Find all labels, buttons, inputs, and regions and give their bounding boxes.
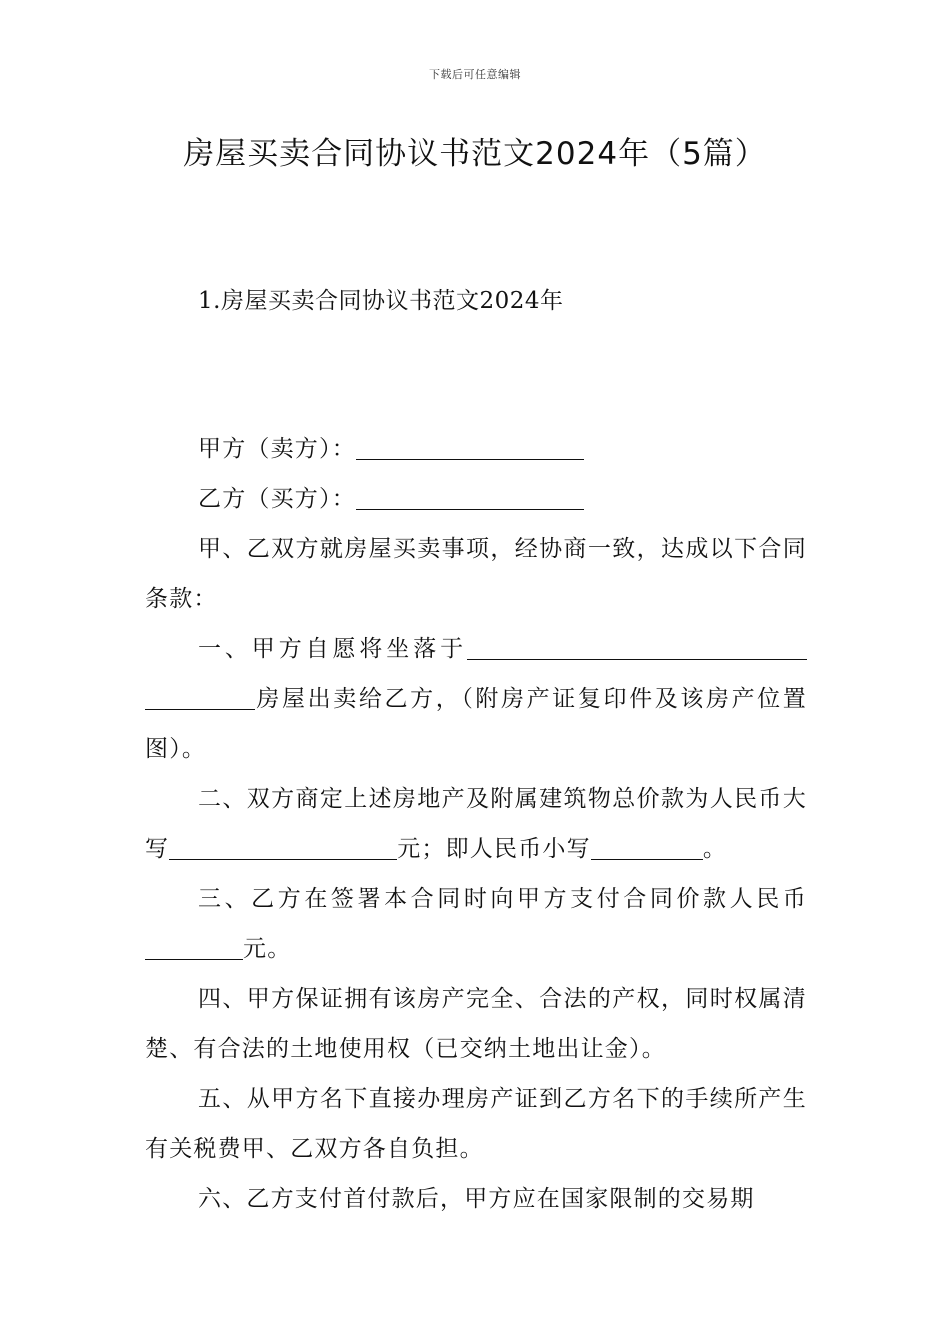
property-address-blank-continued: [145, 689, 255, 710]
party-b-label: 乙方（买方）：: [198, 486, 356, 512]
clause-6: 六、乙方支付首付款后，甲方应在国家限制的交易期: [198, 1186, 755, 1212]
party-b-line: [145, 474, 807, 524]
contract-body: [145, 424, 807, 1224]
clause-1-text-before: 一、甲方自愿将坐落于: [198, 636, 467, 662]
property-address-blank: [467, 639, 807, 660]
clause-2-text-before: 二、双方商定上述房地产及附属建筑物总价款为人民币大写: [145, 786, 807, 862]
party-a-label: 甲方（卖方）：: [198, 436, 356, 462]
price-uppercase-blank: [169, 839, 397, 860]
clause-5: 五、从甲方名下直接办理房产证到乙方名下的手续所产生有关税费甲、乙双方各自负担。: [145, 1086, 807, 1162]
header-note: 下载后可任意编辑: [429, 68, 521, 81]
clause-2-text-after: 。: [702, 836, 728, 862]
party-b-blank: [356, 489, 584, 510]
payment-amount-blank: [145, 939, 243, 960]
price-numeric-blank: [591, 839, 703, 860]
clause-3: [145, 874, 807, 974]
clause-3-text-after: 元。: [243, 936, 292, 962]
party-a-blank: [356, 439, 584, 460]
party-a-line: [145, 424, 807, 474]
clause-2-text-middle: 元；即人民币小写: [397, 836, 591, 862]
clause-3-text-before: 三、乙方在签署本合同时向甲方支付合同价款人民币: [198, 886, 807, 912]
document-title: 房屋买卖合同协议书范文2024年（5篇）: [183, 136, 767, 172]
clause-1: [145, 624, 807, 774]
intro-paragraph: 甲、乙双方就房屋买卖事项，经协商一致，达成以下合同条款：: [145, 536, 807, 612]
section-heading: 1.房屋买卖合同协议书范文2024年: [198, 288, 564, 314]
clause-2: [145, 774, 807, 874]
clause-1-text-after: 房屋出卖给乙方，（附房产证复印件及该房产位置图）。: [145, 686, 807, 762]
clause-4: 四、甲方保证拥有该房产完全、合法的产权，同时权属清楚、有合法的土地使用权（已交纳土地出让金）。: [145, 986, 807, 1062]
